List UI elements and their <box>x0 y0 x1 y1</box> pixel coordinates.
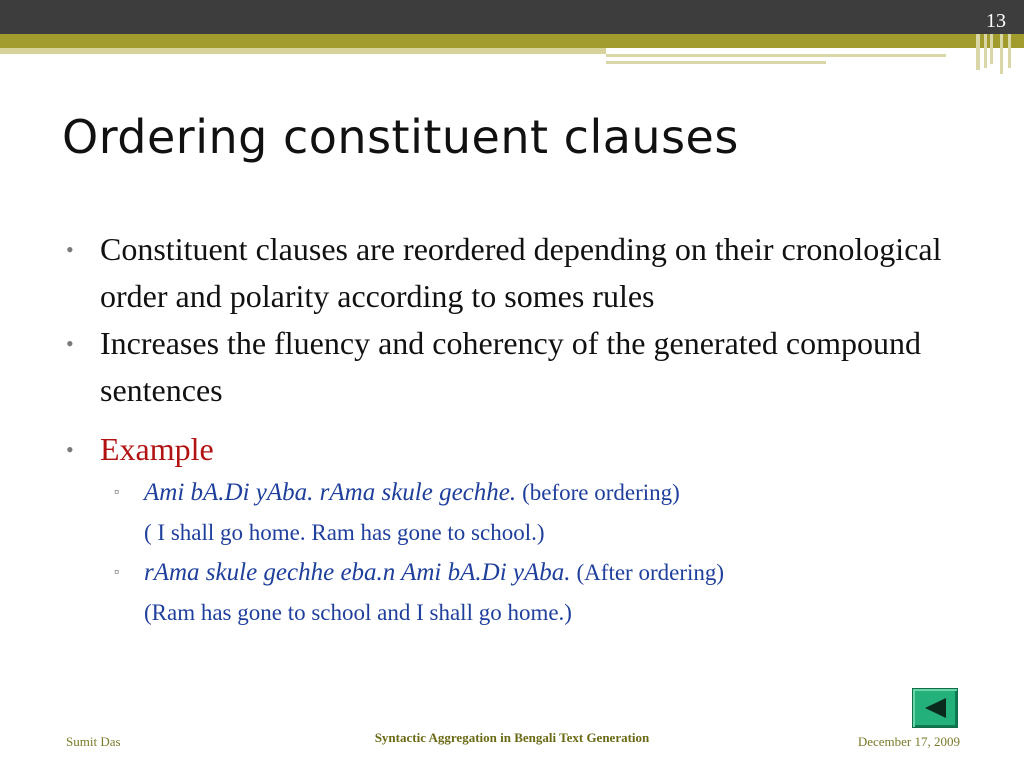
bullet-dot-icon: • <box>66 237 74 262</box>
bullet-text: Increases the fluency and coherency of the generated compound sentences <box>100 325 921 408</box>
example-translation <box>62 593 952 633</box>
deco-line <box>606 61 826 64</box>
deco-line <box>984 34 987 68</box>
accent-band-light <box>0 48 606 54</box>
example-bengali: rAma skule gechhe eba.n Ami bA.Di yAba. <box>144 559 571 586</box>
example-note: (After ordering) <box>576 560 725 585</box>
deco-line <box>1000 34 1003 74</box>
square-bullet-icon: ▫ <box>114 565 119 580</box>
example-translation-text: (Ram has gone to school and I shall go home.) <box>144 600 572 625</box>
footer-presentation-title: Syntactic Aggregation in Bengali Text Generation <box>374 730 650 745</box>
deco-line <box>1008 34 1011 68</box>
example-item <box>62 473 952 513</box>
triangle-left-icon <box>922 696 948 720</box>
slide-content <box>62 226 952 633</box>
bullet-text: Constituent clauses are reordered depending on their cronological order and polarity according to somes rules <box>100 231 942 314</box>
bullet-item <box>62 226 952 320</box>
example-heading <box>62 426 952 473</box>
accent-band <box>0 34 1024 48</box>
footer-author: Sumit Das <box>66 734 121 749</box>
slide-number: 13 <box>986 10 1006 32</box>
bullet-item <box>62 320 952 414</box>
example-translation-text: ( I shall go home. Ram has gone to school.) <box>144 520 545 545</box>
example-note: (before ordering) <box>522 480 680 505</box>
deco-line <box>990 34 993 64</box>
slide-title: Ordering constituent clauses <box>62 110 739 164</box>
top-bar <box>0 0 1024 34</box>
deco-line <box>606 54 946 57</box>
example-bengali: Ami bA.Di yAba. rAma skule gechhe. <box>144 479 517 506</box>
bullet-dot-icon: • <box>66 437 74 462</box>
deco-line <box>976 34 980 70</box>
example-item <box>62 553 952 593</box>
previous-slide-button[interactable] <box>912 688 958 728</box>
square-bullet-icon: ▫ <box>114 485 119 500</box>
bullet-dot-icon: • <box>66 331 74 356</box>
footer-date: December 17, 2009 <box>857 734 960 749</box>
example-translation <box>62 513 952 553</box>
example-heading-text: Example <box>100 431 214 467</box>
